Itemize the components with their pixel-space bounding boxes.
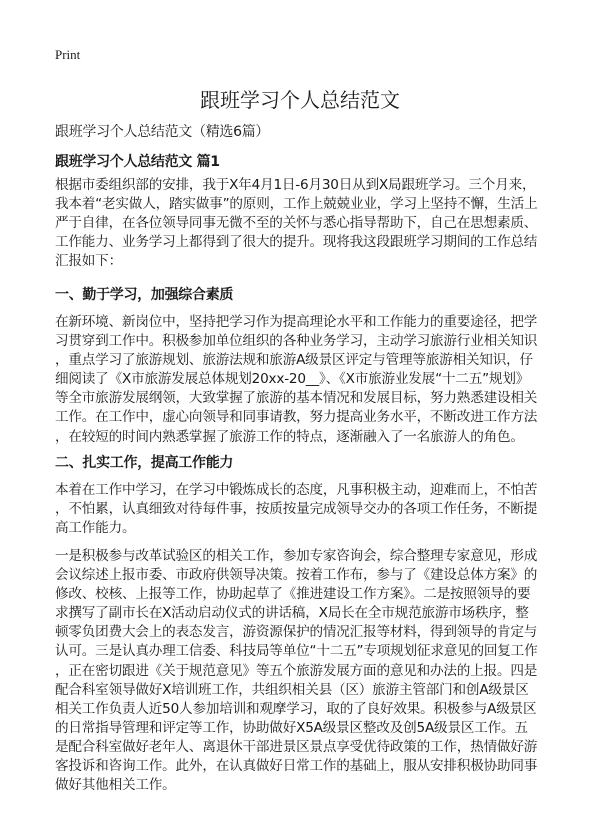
text-line: 细阅读了《X市旅游发展总体规划20xx-20__》、《X市旅游业发展“十二五”规划》 <box>55 371 530 388</box>
text-line: 做好其他相关工作。 <box>55 777 176 794</box>
text-line: 高工作能力。 <box>55 520 136 537</box>
document-title: 跟班学习个人总结范文 <box>200 88 400 112</box>
text-line: ，不怕累，认真细致对待每件事，按质按量完成领导交办的各项工作任务，不断提 <box>55 501 538 518</box>
text-line: ，在较短的时间内熟悉掌握了旅游工作的特点，逐渐融入了一名旅游人的角色。 <box>55 428 524 445</box>
text-line: 汇报如下： <box>55 253 122 270</box>
text-line: 根据市委组织部的安排，我于X年4月1日-6月30日从到X局跟班学习。三个月来， <box>55 177 536 193</box>
text-line: 相关工作负责人近50人参加培训和观摩学习，取的了良好效果。积极参与A级景区 <box>55 700 537 717</box>
document-subtitle: 跟班学习个人总结范文（精选6篇） <box>55 124 270 140</box>
text-line: 是配合科室做好老年人、离退休干部进景区景点享受优待政策的工作，热情做好游 <box>55 738 538 755</box>
text-line: 在新环境、新岗位中，坚持把学习作为提高理论水平和工作能力的重要途径，把学 <box>55 314 538 330</box>
paragraph-work <box>55 481 555 538</box>
text-line: 等全市旅游发展纲领，大致掌握了旅游的基本情况和发展目标，努力熟悉建设相关 <box>55 390 538 407</box>
section-heading: 跟班学习个人总结范文 篇1 <box>55 154 220 170</box>
text-line: 本着在工作中学习，在学习中锻炼成长的态度，凡事积极主动，迎难而上，不怕苦 <box>55 482 538 498</box>
text-line: 我本着“老实做人，踏实做事”的原则，工作上兢兢业业，学习上坚持不懈，生活上 <box>55 196 538 213</box>
text-line: 配合科室领导做好X培训班工作，共组织相关县（区）旅游主管部门和创A级景区 <box>55 681 529 698</box>
text-line: 顿零负团费大会上的表态发言，游资源保护的情况汇报等材料，得到领导的肯定与 <box>55 624 538 641</box>
text-line: 工作。在工作中，虚心向领导和同事请教，努力提高业务水平，不断改进工作方法 <box>55 409 538 426</box>
text-line: 会议综述上报市委、市政府供领导决策。按着工作布，参与了《建设总体方案》的 <box>55 567 538 584</box>
text-line: 修改、校核、上报等工作，协助起草了《推进建设工作方案》。二是按照领导的要 <box>55 586 531 603</box>
print-link[interactable]: Print <box>55 47 81 62</box>
text-line: 认可。三是认真办理工信委、科技局等单位“十二五”专项规划征求意见的回复工作 <box>55 643 538 660</box>
heading-work: 二、扎实工作，提高工作能力 <box>55 455 234 471</box>
paragraph-study <box>55 313 555 447</box>
text-line: 的日常指导管理和评定等工作，协助做好X5A级景区整改及创5A级景区工作。五 <box>55 719 528 736</box>
paragraph-intro <box>55 176 555 271</box>
heading-study: 一、勤于学习，加强综合素质 <box>55 287 234 303</box>
text-line: 工作能力、业务学习上都得到了很大的提升。现将我这段跟班学习期间的工作总结 <box>55 234 538 251</box>
paragraph-details <box>55 547 555 795</box>
text-line: 习贯穿到工作中。积极参加单位组织的各种业务学习，主动学习旅游行业相关知识 <box>55 333 538 350</box>
text-line: 严于自律，在各位领导同事无微不至的关怀与悉心指导帮助下，自己在思想素质、 <box>55 215 538 232</box>
text-line: 求撰写了副市长在X活动启动仪式的讲话稿，X局长在全市规范旅游市场秩序，整 <box>55 605 529 622</box>
text-line: 客投诉和咨询工作。此外，在认真做好日常工作的基础上，服从安排积极协助同事 <box>55 758 538 775</box>
text-line: ，正在密切跟进《关于规范意见》等五个旅游发展方面的意见和办法的上报。四是 <box>55 662 538 679</box>
text-line: 一是积极参与改革试验区的相关工作，参加专家咨询会，综合整理专家意见，形成 <box>55 548 538 564</box>
text-line: ，重点学习了旅游规划、旅游法规和旅游A级景区评定与管理等旅游相关知识，仔 <box>55 352 533 369</box>
